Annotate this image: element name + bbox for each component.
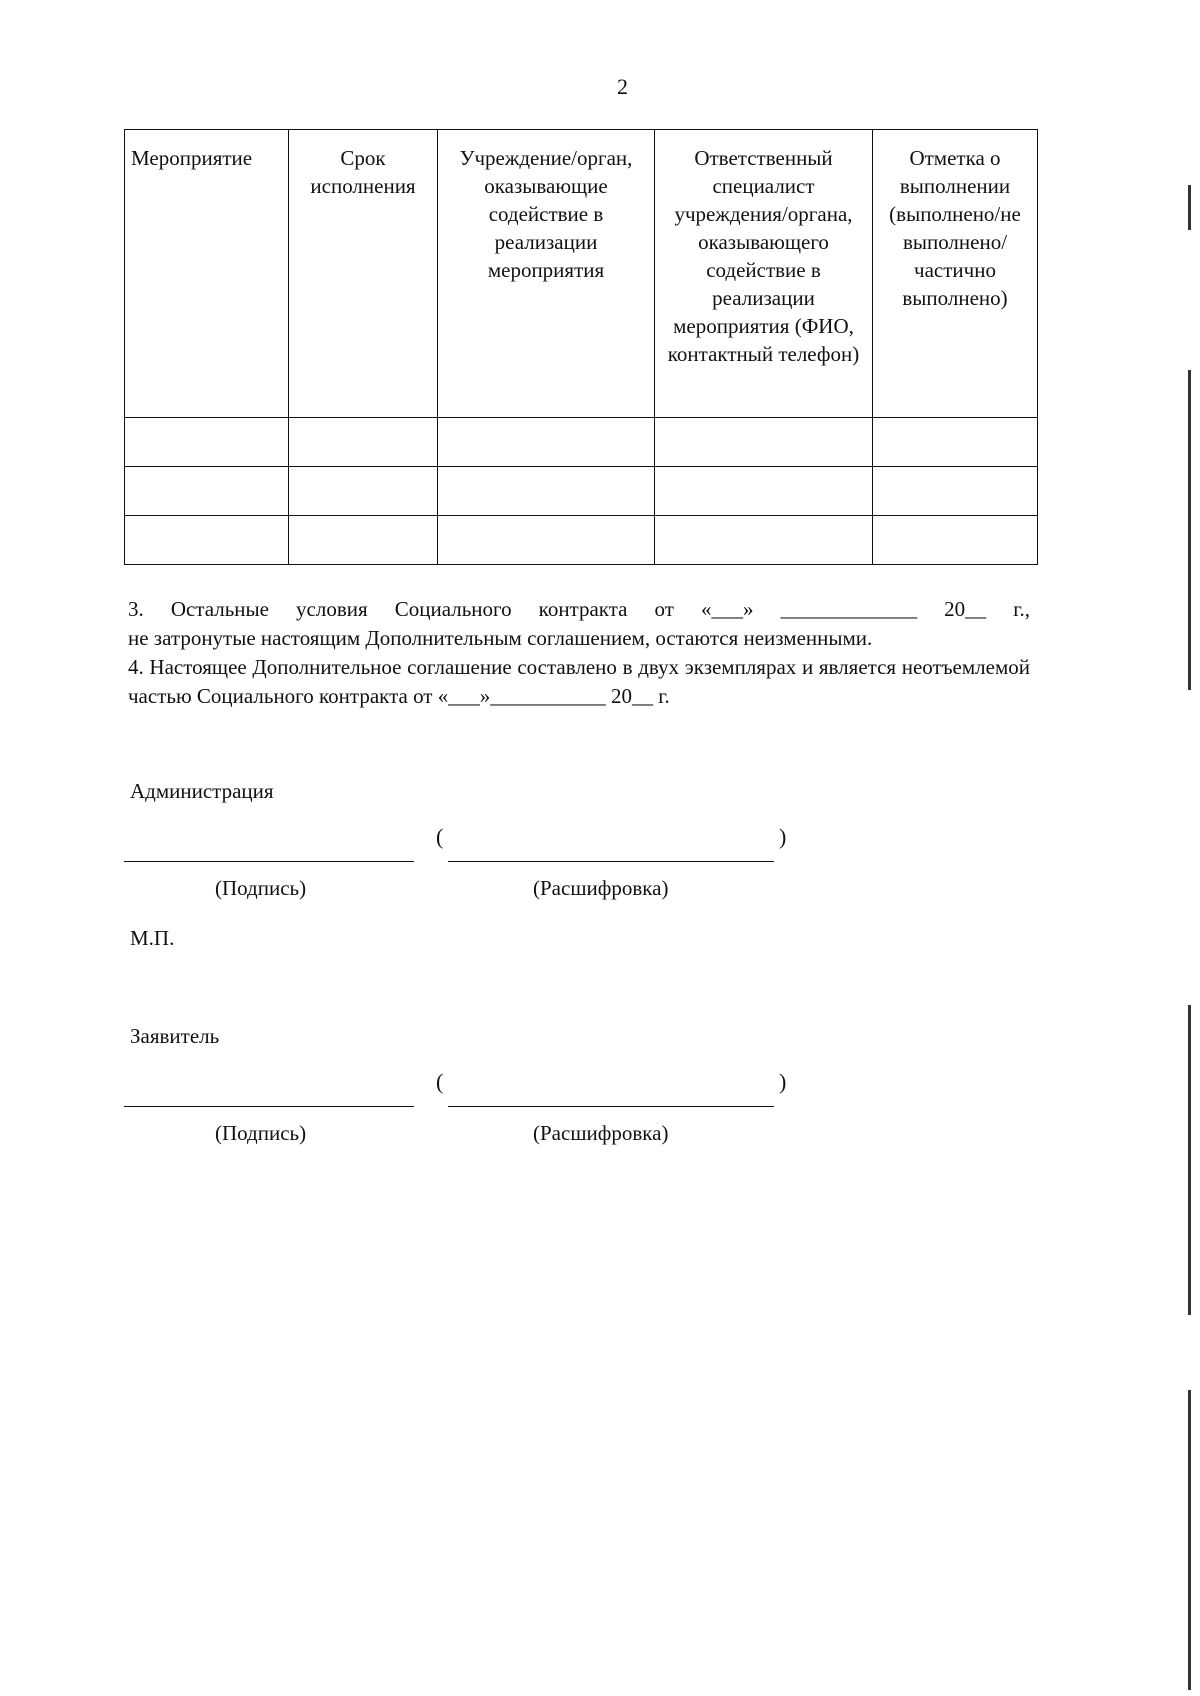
table-row	[125, 467, 1038, 516]
table-cell	[125, 467, 289, 516]
scan-edge-mark	[1188, 1390, 1191, 1690]
administration-open-paren: (	[436, 824, 444, 849]
header-completion-mark: Отметка о выполнении (выполнено/не выполнено/частично выполнено)	[873, 130, 1038, 418]
header-activity: Мероприятие	[125, 130, 289, 418]
scan-edge-mark	[1188, 1005, 1191, 1315]
applicant-signature-caption: (Подпись)	[215, 1121, 307, 1145]
administration-signature-caption: (Подпись)	[215, 876, 307, 900]
table-row	[125, 516, 1038, 565]
table-cell	[655, 516, 873, 565]
table-cell	[873, 516, 1038, 565]
clause-4: 4. Настоящее Дополнительное соглашение составлено в двух экземплярах и является неотъемлемой частью Социального контракта от «___»___________ 20__ г.	[128, 655, 1030, 708]
clause-3-line-2: не затронутые настоящим Дополнительным соглашением, остаются неизменными.	[128, 626, 873, 650]
applicant-signature-line	[124, 1106, 414, 1107]
applicant-label: Заявитель	[130, 1024, 220, 1048]
table-row	[125, 418, 1038, 467]
table-cell	[125, 516, 289, 565]
applicant-decoding-line	[448, 1106, 774, 1107]
table-cell	[438, 516, 655, 565]
table-cell	[289, 418, 438, 467]
table-cell	[655, 467, 873, 516]
administration-decoding-caption: (Расшифровка)	[533, 876, 669, 900]
table-cell	[873, 418, 1038, 467]
header-deadline: Срок исполнения	[289, 130, 438, 418]
action-plan-table	[124, 129, 1038, 565]
seal-placeholder: М.П.	[130, 926, 175, 950]
table-cell	[289, 516, 438, 565]
page-number: 2	[617, 74, 628, 99]
scan-edge-mark	[1188, 370, 1191, 690]
administration-decoding-line	[448, 861, 774, 862]
table-cell	[438, 418, 655, 467]
administration-close-paren: )	[779, 824, 787, 849]
agreement-clauses	[128, 595, 1030, 711]
administration-signature-line	[124, 861, 414, 862]
table-cell	[289, 467, 438, 516]
applicant-decoding-caption: (Расшифровка)	[533, 1121, 669, 1145]
table-cell	[655, 418, 873, 467]
action-plan-table-wrapper	[124, 129, 1038, 565]
header-responsible-specialist: Ответственный специалист учреждения/органа, оказывающего содействие в реализации мероприятия (ФИО, контактный телефон)	[655, 130, 873, 418]
applicant-close-paren: )	[779, 1069, 787, 1094]
administration-label: Администрация	[130, 779, 274, 803]
applicant-open-paren: (	[436, 1069, 444, 1094]
table-cell	[438, 467, 655, 516]
table-cell	[125, 418, 289, 467]
table-cell	[873, 467, 1038, 516]
scan-edge-mark	[1188, 185, 1191, 230]
header-institution: Учреждение/орган, оказывающие содействие в реализации мероприятия	[438, 130, 655, 418]
table-header-row	[125, 130, 1038, 418]
clause-3-line-1: 3. Остальные условия Социального контракта от «___» _____________ 20__ г.,	[128, 597, 1030, 621]
